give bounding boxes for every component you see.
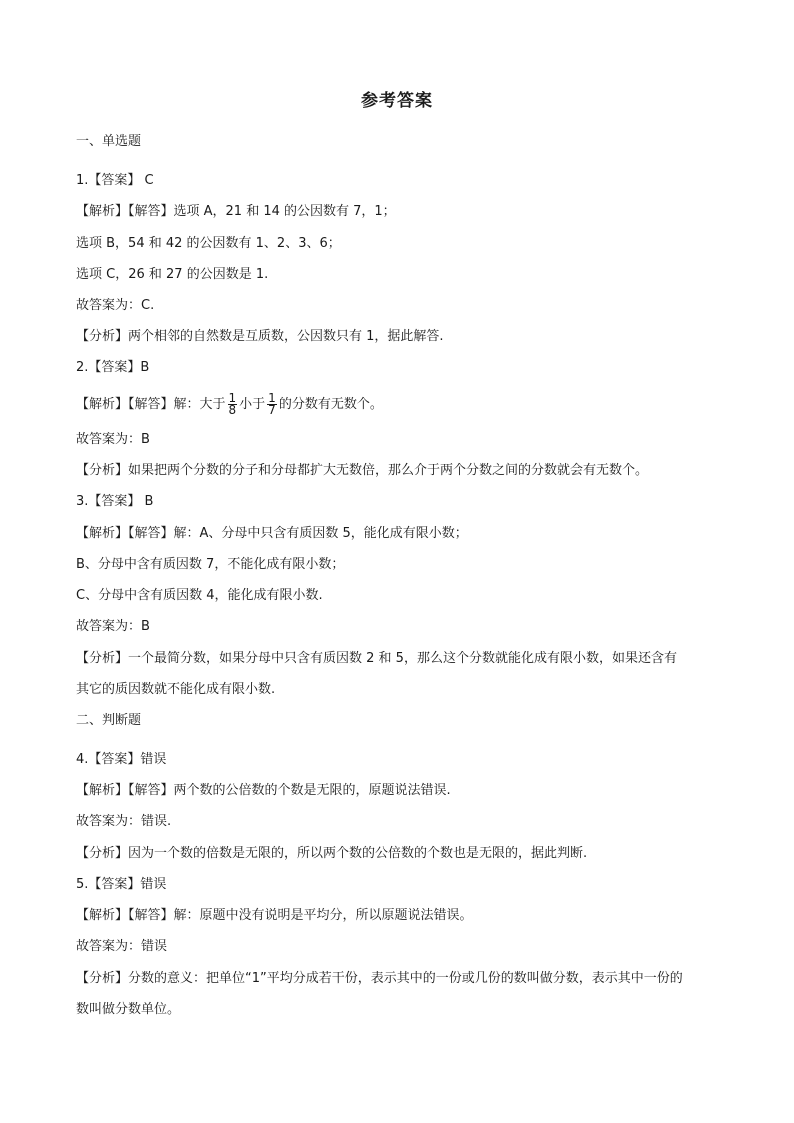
q5-answer: 5.【答案】错误 [76,877,167,892]
q2-analysis-prefix: 【解析】【解答】解：大于 [76,397,226,412]
q3-analysis: 【解析】【解答】解：A、分母中只含有质因数 5，能化成有限小数； [76,526,468,541]
q1-explanation: 【分析】两个相邻的自然数是互质数，公因数只有 1，据此解答. [76,329,444,344]
section-heading-single-choice: 一、单选题 [76,134,142,149]
q2-explanation: 【分析】如果把两个分数的分子和分母都扩大无数倍，那么介于两个分数之间的分数就会有无数个。 [76,463,649,478]
q5-final-answer: 故答案为：错误 [76,939,168,954]
q2-answer: 2.【答案】B [76,360,150,375]
q3-explanation-line1: 【分析】一个最简分数，如果分母中只含有质因数 2 和 5，那么这个分数就能化成有限小数，如果还含有 [76,651,677,666]
q4-answer: 4.【答案】错误 [76,752,167,767]
page-title: 参考答案 [361,91,433,111]
q3-option-b: B、分母中含有质因数 7，不能化成有限小数； [76,557,345,572]
q4-final-answer: 故答案为：错误. [76,814,172,829]
q1-answer: 1.【答案】 C [76,173,154,188]
q1-option-b: 选项 B，54 和 42 的公因数有 1、2、3、6； [76,236,341,251]
q5-explanation-line1: 【分析】分数的意义：把单位“1”平均分成若干份，表示其中的一份或几份的数叫做分数，表示其中一份的 [76,971,683,986]
q5-explanation-line2: 数叫做分数单位。 [76,1002,181,1017]
q2-final-answer: 故答案为：B [76,432,150,447]
fraction-one-seventh: $\frac{1}{7}$ [268,391,276,417]
q2-analysis [76,393,383,416]
q3-option-c: C、分母中含有质因数 4，能化成有限小数. [76,588,323,603]
q4-explanation: 【分析】因为一个数的倍数是无限的，所以两个数的公倍数的个数也是无限的，据此判断. [76,846,588,861]
q5-analysis: 【解析】【解答】解：原题中没有说明是平均分，所以原题说法错误。 [76,908,473,923]
q1-analysis: 【解析】【解答】选项 A，21 和 14 的公因数有 7，1； [76,204,396,219]
q1-option-c: 选项 C，26 和 27 的公因数是 1. [76,267,269,282]
q2-analysis-suffix: 的分数有无数个。 [278,397,383,412]
fraction-one-eighth: $\frac{1}{8}$ [228,391,237,417]
q3-explanation-line2: 其它的质因数就不能化成有限小数. [76,682,276,697]
section-heading-true-false: 二、判断题 [76,713,142,728]
q2-analysis-middle: 小于 [239,397,266,412]
q3-answer: 3.【答案】 B [76,494,154,509]
q1-final-answer: 故答案为：C. [76,298,155,313]
q3-final-answer: 故答案为：B [76,619,150,634]
q4-analysis: 【解析】【解答】两个数的公倍数的个数是无限的，原题说法错误. [76,783,451,798]
